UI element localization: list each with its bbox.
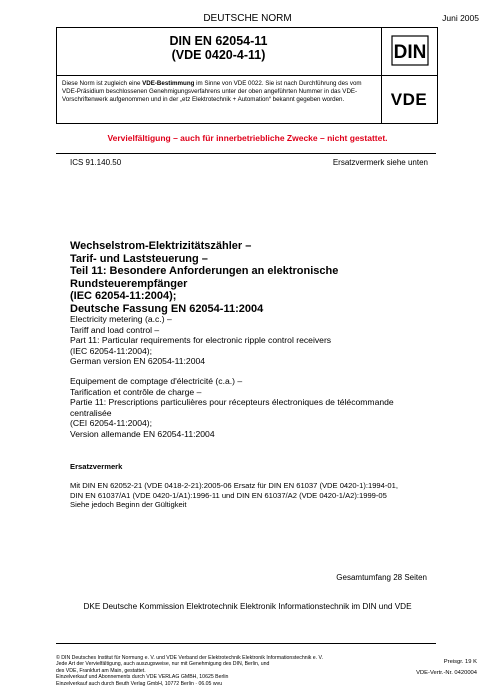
ersatzvermerk-heading: Ersatzvermerk (70, 462, 123, 471)
ics-code: ICS 91.140.50 (70, 158, 122, 167)
german-title-line: Deutsche Fassung EN 62054-11:2004 (70, 302, 264, 315)
vde-notice-bold: VDE-Bestimmung (142, 80, 195, 87)
vde-logo: VDE (390, 90, 428, 109)
ersatzvermerk-line: Mit DIN EN 62052-21 (VDE 0418-2-21):2005-06 Ersatz für DIN EN 61037 (VDE 0420-1):1994-01, (70, 481, 398, 490)
english-title-line: (IEC 62054-11:2004); (70, 345, 153, 356)
english-title-line: Part 11: Particular requirements for electronic ripple control receivers (70, 335, 332, 346)
footer-line: Einzelverkauf auch durch Beuth Verlag GmbH, 10772 Berlin · 06.05 wvu (56, 680, 223, 687)
vde-notice-post: im Sinne von VDE 0022. Sie ist nach Durchführung des vom VDE-Präsidium beschlossenen Genehmigungsverfahrens unter der oben angeführten Nummer in das VDE-Vorschriftenwerk aufgenommen und in der „etz Elektrotechnik + Automation“ bekannt gegeben worden. (62, 80, 362, 104)
french-title-line: Tarification et contrôle de charge – (70, 386, 202, 397)
vde-notice-pre: Diese Norm ist zugleich eine (62, 80, 143, 87)
french-title-line: Equipement de comptage d'électricité (c.a.) – (70, 376, 243, 386)
french-title-line: centralisée (70, 407, 112, 418)
english-title-line: German version EN 62054-11:2004 (70, 356, 206, 367)
ersatzvermerk-line: Siehe jedoch Beginn der Gültigkeit (70, 500, 187, 510)
english-title-line: Electricity metering (a.c.) – (70, 314, 172, 324)
footer-line: © DIN Deutsches Institut für Normung e. V. und VDE Verband der Elektrotechnik Elektronik Informationstechnik e. V. (56, 655, 323, 661)
german-title-line: Tarif- und Laststeuerung – (70, 252, 208, 265)
norm-label: DEUTSCHE NORM (203, 13, 292, 24)
total-pages: Gesamtumfang 28 Seiten (336, 573, 427, 582)
english-title (70, 314, 450, 367)
german-title-line: Wechselstrom-Elektrizitätszähler – (70, 240, 252, 252)
english-title-line: Tariff and load control – (70, 324, 160, 335)
dke-line: DKE Deutsche Kommission Elektrotechnik Elektronik Informationstechnik im DIN und VDE (83, 602, 412, 611)
price-group: Preisgr. 19 K (443, 659, 477, 665)
footer-line: Einzelverkauf und Abonnements durch VDE VERLAG GMBH, 10625 Berlin (56, 674, 229, 681)
german-title (70, 240, 450, 316)
din-logo-box (381, 27, 438, 74)
din-logo-text: DIN (393, 42, 427, 63)
copyright-footer (56, 655, 396, 687)
top-divider (56, 153, 436, 154)
reproduction-notice: Vervielfältigung – auch für innerbetriebliche Zwecke – nicht gestattet. (107, 133, 388, 143)
ersatz-reference: Ersatzvermerk siehe unten (332, 158, 428, 167)
bottom-divider (56, 643, 436, 644)
french-title-line: Version allemande EN 62054-11:2004 (70, 428, 215, 439)
german-title-line: (IEC 62054-11:2004); (70, 290, 177, 303)
french-title-line: (CEI 62054-11:2004); (70, 418, 153, 429)
publication-date: Juni 2005 (442, 13, 479, 23)
din-logo-icon (382, 27, 438, 74)
footer-line: Jede Art der Vervielfältigung, auch auszugsweise, nur mit Genehmigung des DIN, Berlin, und (56, 661, 270, 668)
vde-notice-text (62, 80, 378, 105)
french-title-line: Partie 11: Prescriptions particulières pour récepteurs électroniques de télécommande (70, 397, 394, 408)
ersatzvermerk-text (70, 481, 450, 510)
vde-number: (VDE 0420-4-11) (171, 48, 266, 62)
ersatzvermerk-line: DIN EN 61037/A1 (VDE 0420-1/A1):1996-11 und DIN EN 61037/A2 (VDE 0420-1/A2):1999-05 (70, 490, 387, 500)
din-number: DIN EN 62054-11 (169, 34, 268, 48)
vde-order-number: VDE-Vertr.-Nr. 0420004 (416, 670, 477, 676)
footer-line: des VDE, Frankfurt am Main, gestattet. (56, 667, 146, 674)
german-title-line: Teil 11: Besondere Anforderungen an elektronische Rundsteuerempfänger (70, 265, 339, 290)
french-title (70, 376, 450, 440)
